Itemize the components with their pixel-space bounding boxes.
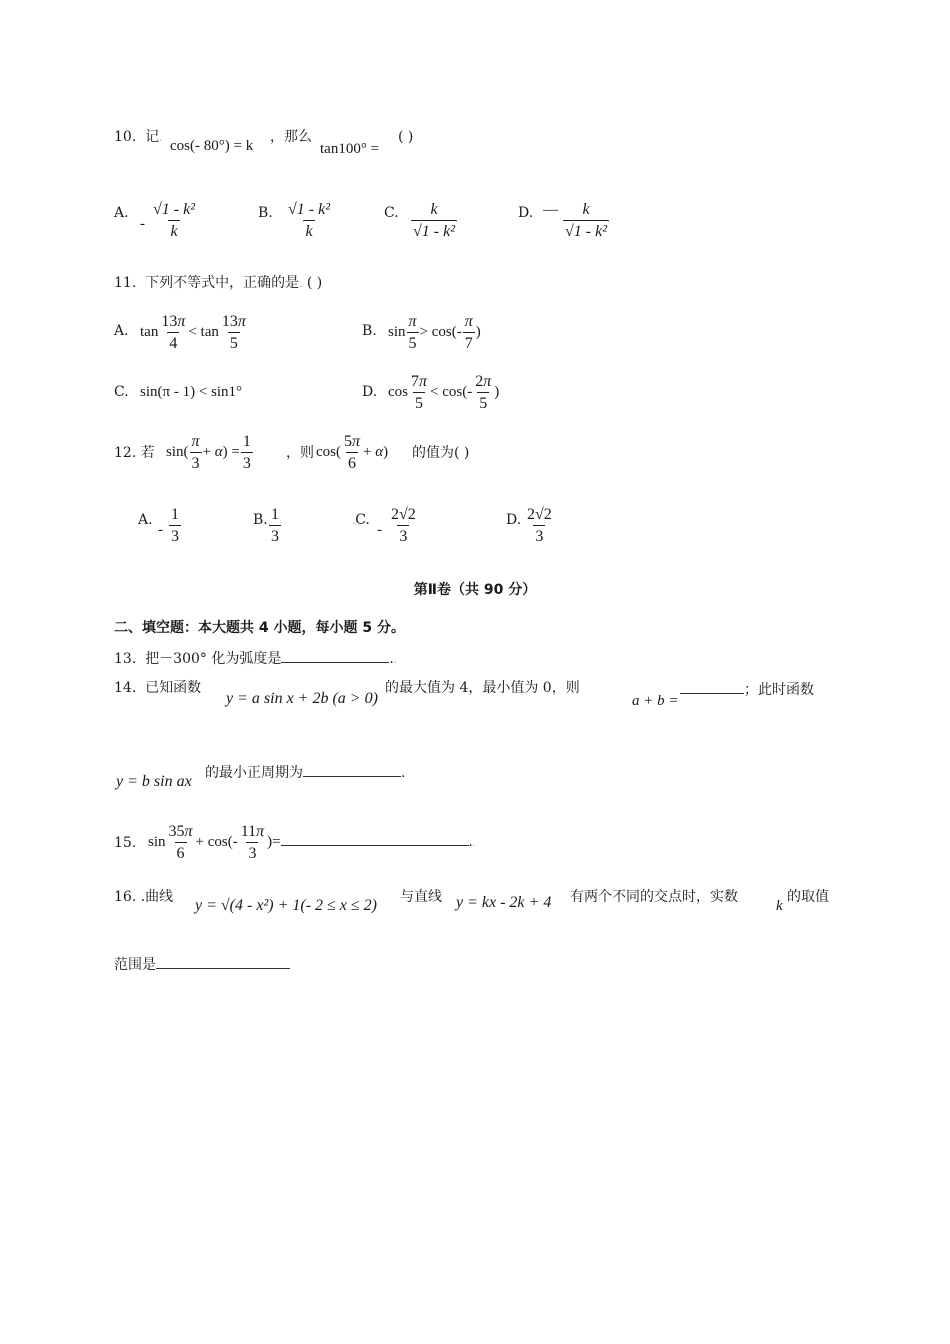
option-c-label: C. [114,384,129,400]
mark-dot: . [299,279,303,290]
question-text: 把－300° 化为弧度是 [145,651,282,667]
option-a-label: A. [138,512,153,528]
fraction-numerator: k [582,201,590,218]
question-16-var: k [776,898,783,914]
option-b-label: B. [362,323,377,339]
option-c-text: sin(π - 1) < sin1° [140,384,243,400]
option-a-fraction: $\frac{1}{3}$ [171,506,179,545]
question-10-stem [114,128,162,148]
answer-paren: ( ) [398,129,414,145]
option-d-sign: — [543,202,558,218]
question-16-line2: 范围是 [114,954,290,974]
option-c-label: C. [384,205,399,221]
question-15-number: 15. [114,835,137,851]
option-a-sign: - [140,216,145,232]
question-15-expr: sin $\frac{35\pi}{6}$ + cos(- $\frac{11\pi}{3}$ )= .. [148,823,475,862]
option-a-expr: tan $\frac{13\pi}{4}$ < tan $\frac{13\pi}{5}$ [140,313,246,352]
fraction-numerator: √1 - k² [153,201,196,218]
question-14-func2: y = b sin ax [116,773,192,790]
question-16-line: y = kx - 2k + 4 [456,894,552,911]
question-text: 下列不等式中，正确的是 [145,275,300,291]
option-d-fraction [562,200,610,241]
option-c-sign: - [377,522,382,538]
answer-paren: ( ) [306,275,323,291]
option-a-label: A. [114,323,129,339]
question-16-curve: y = √(4 - x²) + 1(- 2 ≤ x ≤ 2) [195,897,378,914]
option-b-fraction [285,200,333,241]
question-16-tail2: 的取值 [787,889,829,905]
question-14-number: 14. 已知函数 [114,680,202,696]
fraction-denominator: k [168,220,179,241]
option-c-label: .C. [352,512,370,528]
answer-blank[interactable] [303,762,401,777]
option-c-fraction [410,200,458,241]
fraction-denominator: √1 - k² [411,220,457,241]
answer-blank[interactable] [281,831,469,846]
option-b-label: B. [253,512,268,528]
mark-dot: . [159,133,163,144]
fraction-denominator: k [303,220,314,241]
question-13: 13. 把－300° 化为弧度是 .. [114,648,397,670]
question-12-condition: sin( $\frac{\pi}{3}$ + α) = $\frac{1}{3}$ [166,433,251,472]
option-d-expr: cos $\frac{7\pi}{5}$ < cos(- $\frac{2\pi}{5}$ ) [388,373,500,412]
question-14-func: y = a sin x + 2b (a > 0) [226,690,378,707]
option-d-label: D. [518,205,534,221]
fraction-numerator: √1 - k² [288,201,331,218]
question-11-stem [114,274,322,294]
question-16-mid: 与直线 [400,889,442,905]
question-number: 11. [114,275,137,291]
section-heading: 二、填空题：本大题共 4 小题，每小题 5 分。 [114,620,405,636]
question-14-ask: a + b = [632,693,679,709]
option-a-label: A. [114,205,129,221]
question-16-tail: 有两个不同的交点时，实数 [570,889,738,905]
option-b-fraction: $\frac{1}{3}$ [271,506,279,545]
question-10-ask: tan100° = [320,141,380,157]
question-16-number: 16. .曲线 [114,889,174,905]
option-b-label: B. [258,205,273,221]
question-lead: 记 [145,129,160,145]
question-number: 13. [114,651,137,667]
section-title: 第Ⅱ卷（共 90 分） [413,582,537,598]
question-14-tail: ；此时函数 [680,679,814,699]
question-12-expr: cos( $\frac{5\pi}{6}$ + α) [316,433,389,472]
question-10-mid: ，那么 [270,129,312,145]
option-a-fraction [150,200,198,241]
fraction-denominator: √1 - k² [563,220,609,241]
fraction-numerator: k [430,201,438,218]
answer-paren: ( ) [454,445,470,461]
question-14-mid: 的最大值为 4，最小值为 0，则 [385,680,580,696]
question-number: 10. [114,129,137,145]
answer-blank[interactable] [680,679,744,694]
question-10-given: cos(- 80°) = k [170,138,254,154]
answer-blank[interactable] [156,954,290,969]
question-12-number: 12. 若 [114,445,155,461]
option-d-label: D. [362,384,378,400]
option-d-fraction: $\frac{2√2}{3}$ [527,506,552,545]
question-14-line2: 的最小正周期为 . [205,762,405,782]
option-a-sign: - [158,522,163,538]
question-12-mid: ，则 [286,445,314,461]
option-b-expr: sin $\frac{\pi}{5}$ > cos(- $\frac{\pi}{7}$ ) [388,313,481,352]
option-c-fraction: $\frac{2√2}{3}$ [391,506,416,545]
option-d-label: D. [506,512,522,528]
answer-blank[interactable] [281,648,389,663]
question-12-tail: 的值为( ) [412,445,470,461]
